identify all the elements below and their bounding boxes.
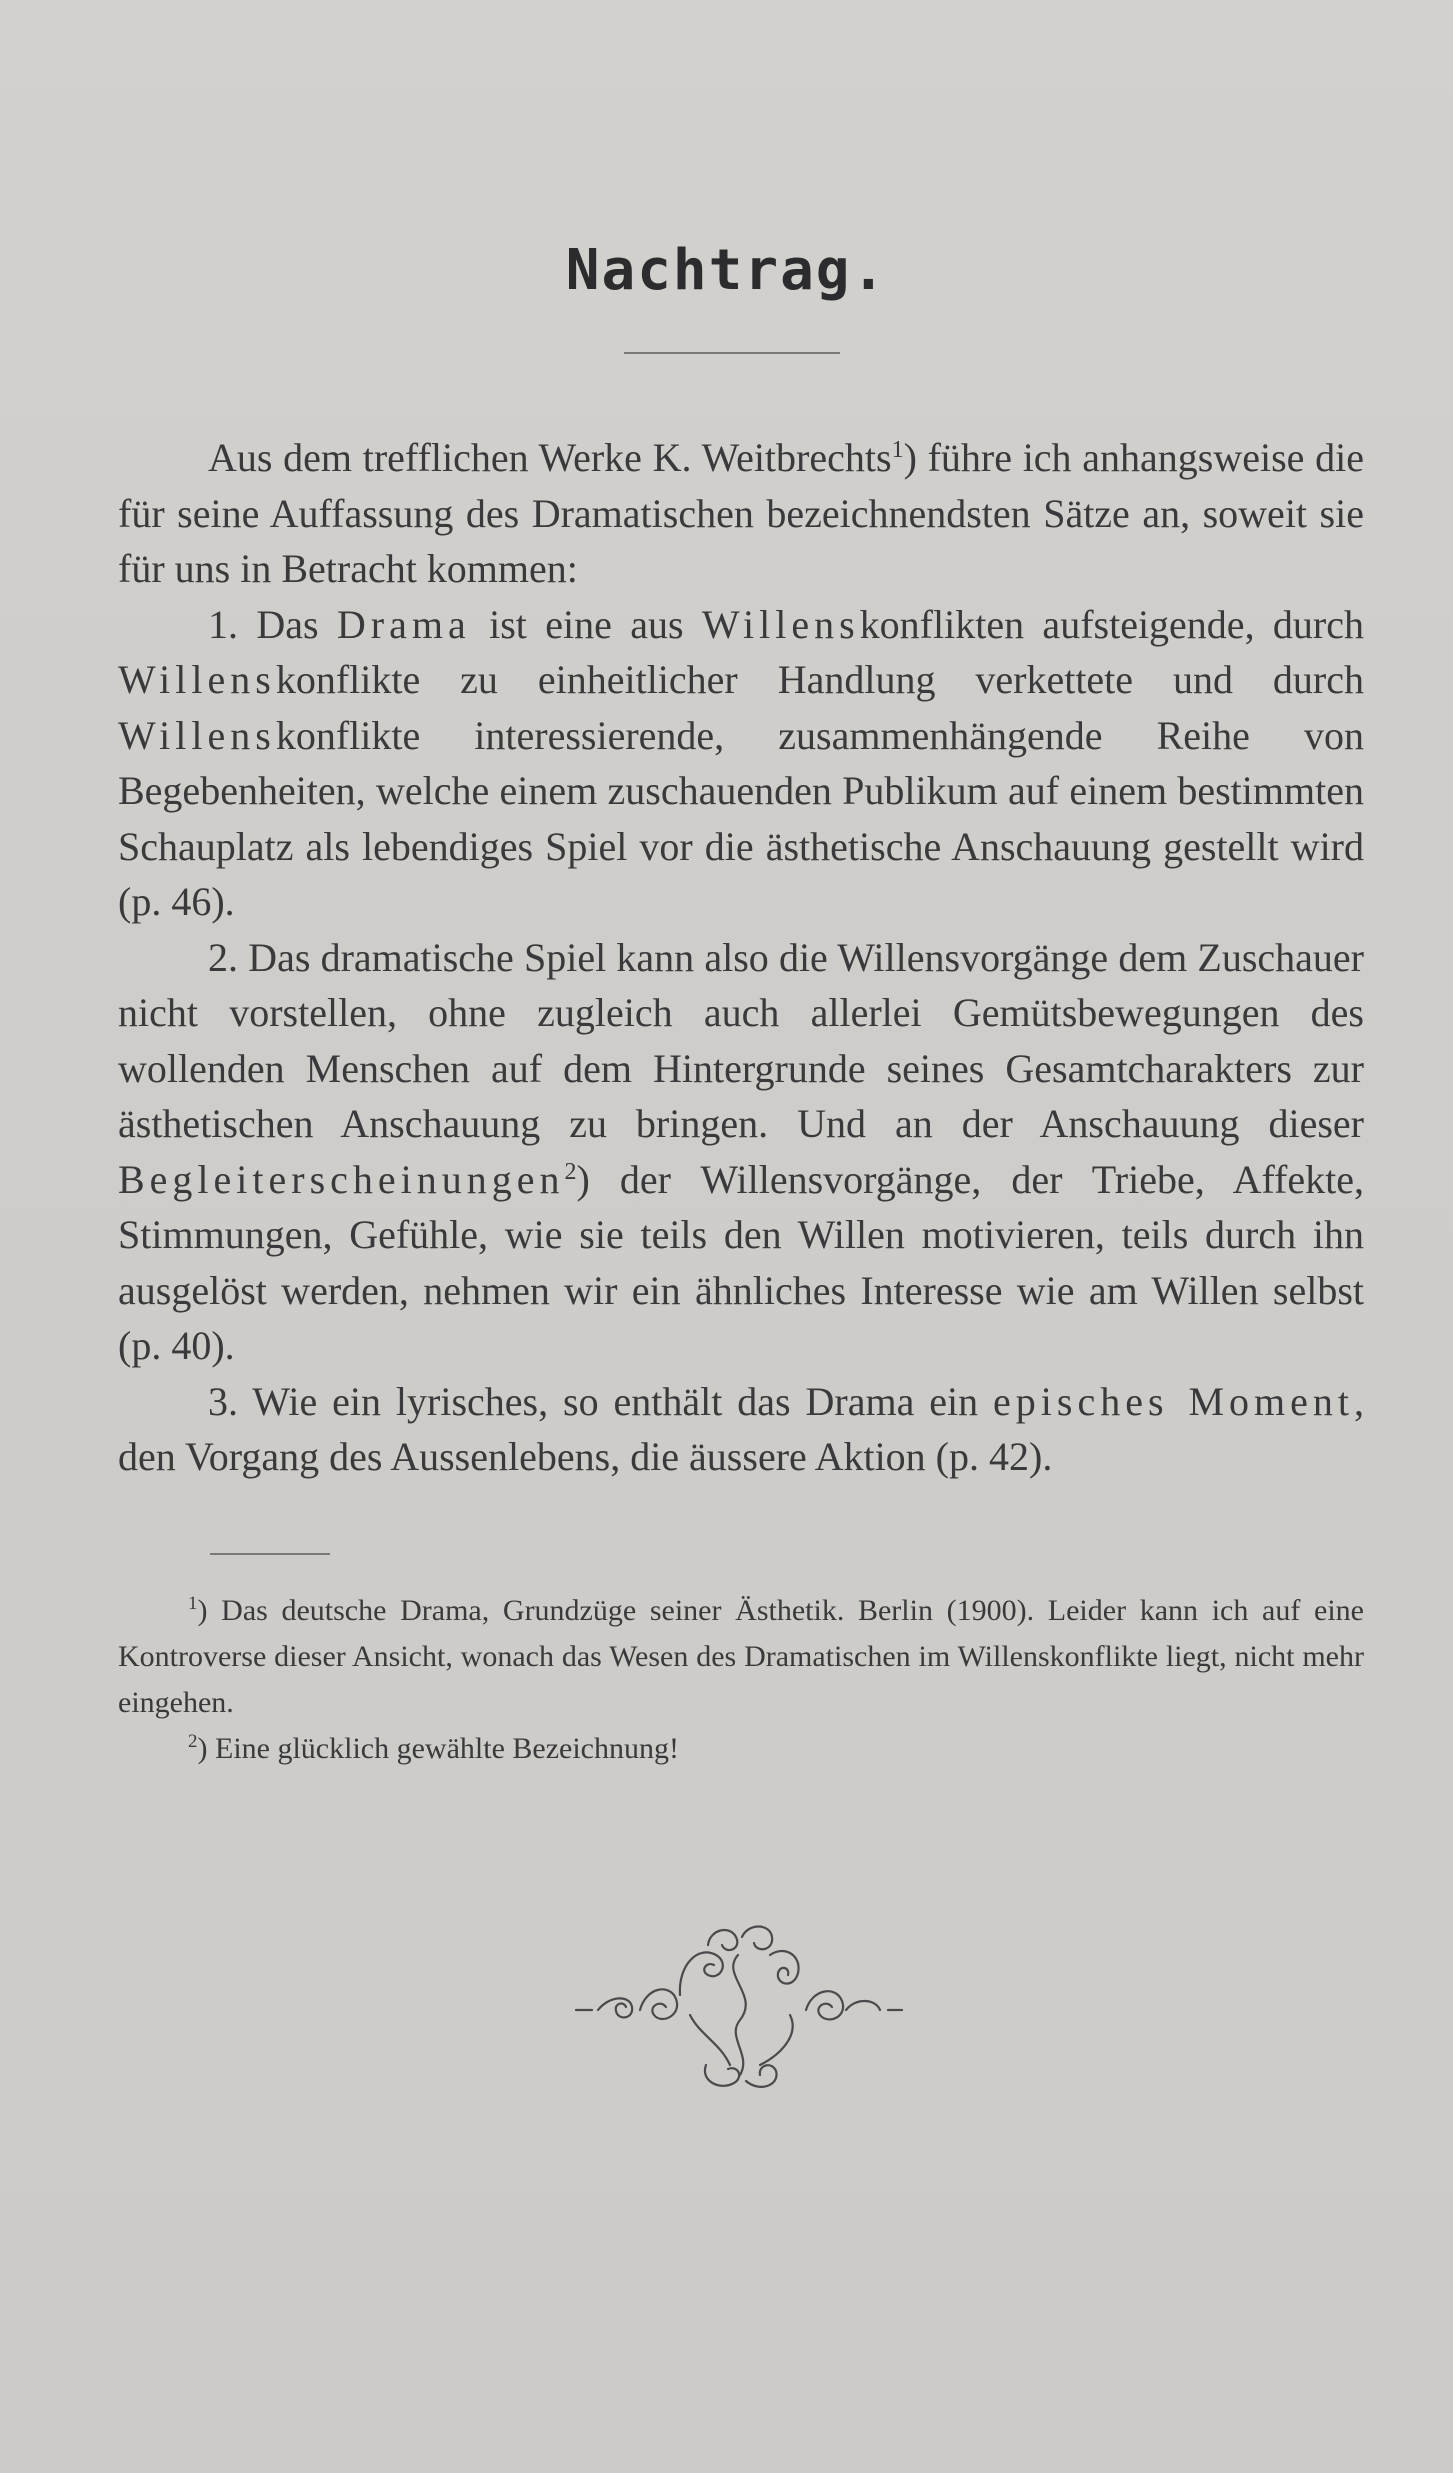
footnote-ref-1: 1 [891,437,904,463]
footnotes [118,1588,1364,1772]
p3-lead: 3. Wie ein lyrisches, so enthält das Drama ein [208,1378,994,1424]
footnote-ref-2: 2 [564,1158,577,1185]
p3-spaced: episches Moment [993,1378,1355,1424]
p1-lead: 1. Das [208,601,337,647]
paragraph-intro-text-2: ) führe ich anhangsweise die für seine Auffassung des Dramatischen bezeichnendsten Sätze an, soweit sie für uns in Betracht kommen: [118,435,1364,591]
p1-mid: ist eine aus [470,601,702,647]
main-text [118,430,1364,1485]
p1-spaced-willens-3: Willens [118,712,276,758]
paragraph-2 [118,930,1364,1374]
p2-spaced: Begleiterscheinungen [118,1156,565,1202]
p1-mid3: konflikte zu einheitlicher Handlung verkettete und durch [275,657,1364,702]
p1-mid2: konflikten aufsteigende, durch [859,601,1364,647]
p1-spaced-drama: Drama [336,601,471,647]
footnote-1-mark: 1 [188,1593,198,1614]
footnote-2-mark: 2 [188,1731,198,1752]
paragraph-intro [118,430,1364,597]
paragraph-intro-text: Aus dem trefflichen Werke K. Weitbrechts [208,435,892,480]
p1-spaced-willens-2: Willens [118,657,276,702]
p1-tail: konflikte interessierende, zusammenhängende Reihe von Begebenheiten, welche einem zuschauenden Publikum auf einem bestimmten Schauplatz als lebendiges Spiel vor die ästhetische Anschauung gestellt wird (p. 46). [118,712,1364,924]
footnote-1-text: ) Das deutsche Drama, Grundzüge seiner Ästhetik. Berlin (1900). Leider kann ich auf eine Kontroverse dieser Ansicht, wonach das Wesen des Dramatischen im Willenskonflikte liegt, nicht mehr eingehen. [118,1594,1364,1719]
p2-lead: 2. Das dramatische Spiel kann also die Willensvorgänge dem Zuschauer nicht vorstellen, ohne zugleich auch allerlei Gemütsbewegungen des wollenden Menschen auf dem Hintergrunde seines Gesamtcharakters zur ästhetischen Anschauung zu bringen. Und an der Anschauung dieser [118,934,1364,1146]
footnote-2 [118,1726,1364,1772]
footnote-divider [210,1553,330,1555]
paragraph-1 [118,597,1364,930]
title-divider [624,352,840,354]
p2-tail: ) der Willensvorgänge, der Triebe, Affekte, Stimmungen, Gefühle, wie sie teils den Willen motivieren, teils durch ihn ausgelöst werden, nehmen wir ein ähnliches Interesse wie am Willen selbst (p. 40). [118,1156,1364,1368]
ornament-vignette-icon [570,1915,910,2095]
page-title: Nachtrag. [565,238,888,303]
footnote-2-text: ) Eine glücklich gewählte Bezeichnung! [197,1732,679,1765]
p3-tail: , den Vorgang des Aussenlebens, die äussere Aktion (p. 42). [118,1378,1365,1479]
p1-spaced-willens-1: Willens [701,601,860,647]
paragraph-3 [118,1374,1364,1485]
footnote-1 [118,1588,1364,1726]
